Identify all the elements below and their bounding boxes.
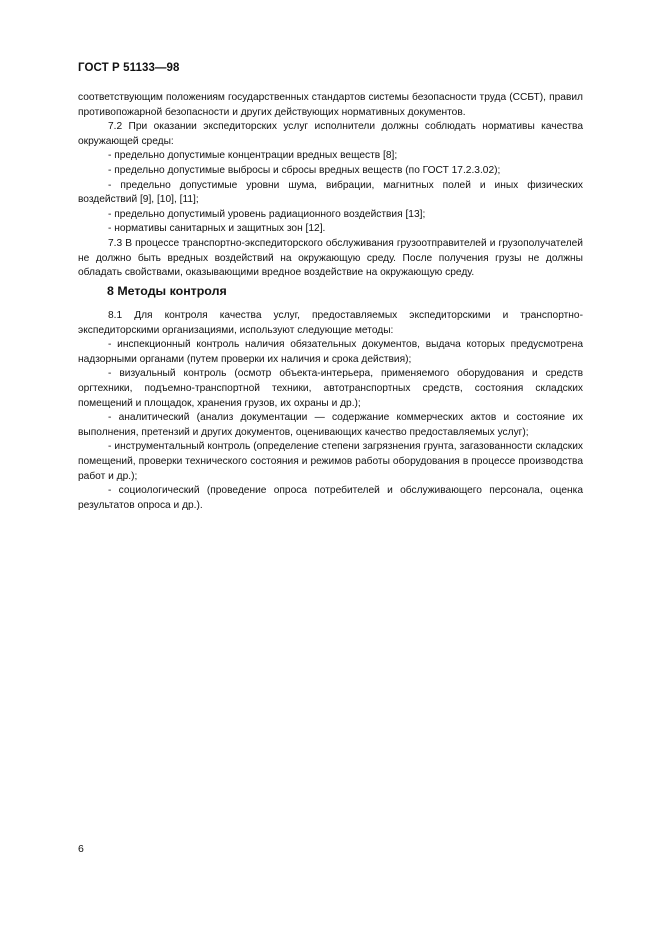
paragraph: - социологический (проведение опроса потребителей и обслуживающего персонала, оценка результатов опроса и др.). xyxy=(78,485,583,511)
paragraph: 7.3 В процессе транспортно-экспедиторского обслуживания грузоотправителей и грузополучателей не должно быть вредных воздействий на окружающую среду. После получения грузы не должны обладать свойствами, оказывающими вредное воздействие на окружающую среду. xyxy=(78,237,583,279)
paragraph: - предельно допустимые уровни шума, вибрации, магнитных полей и иных физических воздействий [9], [10], [11]; xyxy=(78,179,583,206)
paragraph: 7.2 При оказании экспедиторских услуг исполнители должны соблюдать нормативы качества окружающей среды: xyxy=(78,121,583,147)
paragraph: - инспекционный контроль наличия обязательных документов, выдача которых предусмотрена надзорными органами (путем проверки их наличия и срока действия); xyxy=(78,339,583,365)
paragraph: - предельно допустимые выбросы и сбросы вредных веществ (по ГОСТ 17.2.3.02); xyxy=(108,164,501,176)
paragraph: - нормативы санитарных и защитных зон [12]. xyxy=(108,223,326,235)
section-8-heading: 8 Методы контроля xyxy=(107,284,227,298)
section-7-text xyxy=(78,91,583,281)
paragraph: соответствующим положениям государственных стандартов системы безопасности труда (ССБТ), правил противопожарной безопасности и других действующих нормативных документов. xyxy=(78,92,583,118)
paragraph: - предельно допустимый уровень радиационного воздействия [13]; xyxy=(108,208,426,220)
page-number: 6 xyxy=(78,843,84,855)
paragraph: - визуальный контроль (осмотр объекта-интерьера, применяемого оборудования и средств оргтехники, подъемно-транспортной техники, автотранспортных средств, состояния складских помещений и площадок, хранения грузов, их охраны и др.); xyxy=(78,368,583,409)
section-8-text xyxy=(78,309,583,513)
paragraph: - аналитический (анализ документации — содержание коммерческих актов и состояние их выполнения, претензий и других документов, оценивающих качество предоставляемых услуг); xyxy=(78,412,583,438)
paragraph: - предельно допустимые концентрации вредных веществ [8]; xyxy=(108,150,398,162)
paragraph: - инструментальный контроль (определение степени загрязнения грунта, загазованности складских помещений, проверки технического состояния и режимов работы оборудования в процессе производства работ и др.); xyxy=(78,441,583,482)
document-header: ГОСТ Р 51133—98 xyxy=(78,62,180,74)
paragraph: 8.1 Для контроля качества услуг, предоставляемых экспедиторскими и транспортно-экспедиторскими организациями, используют следующие методы: xyxy=(78,310,583,336)
